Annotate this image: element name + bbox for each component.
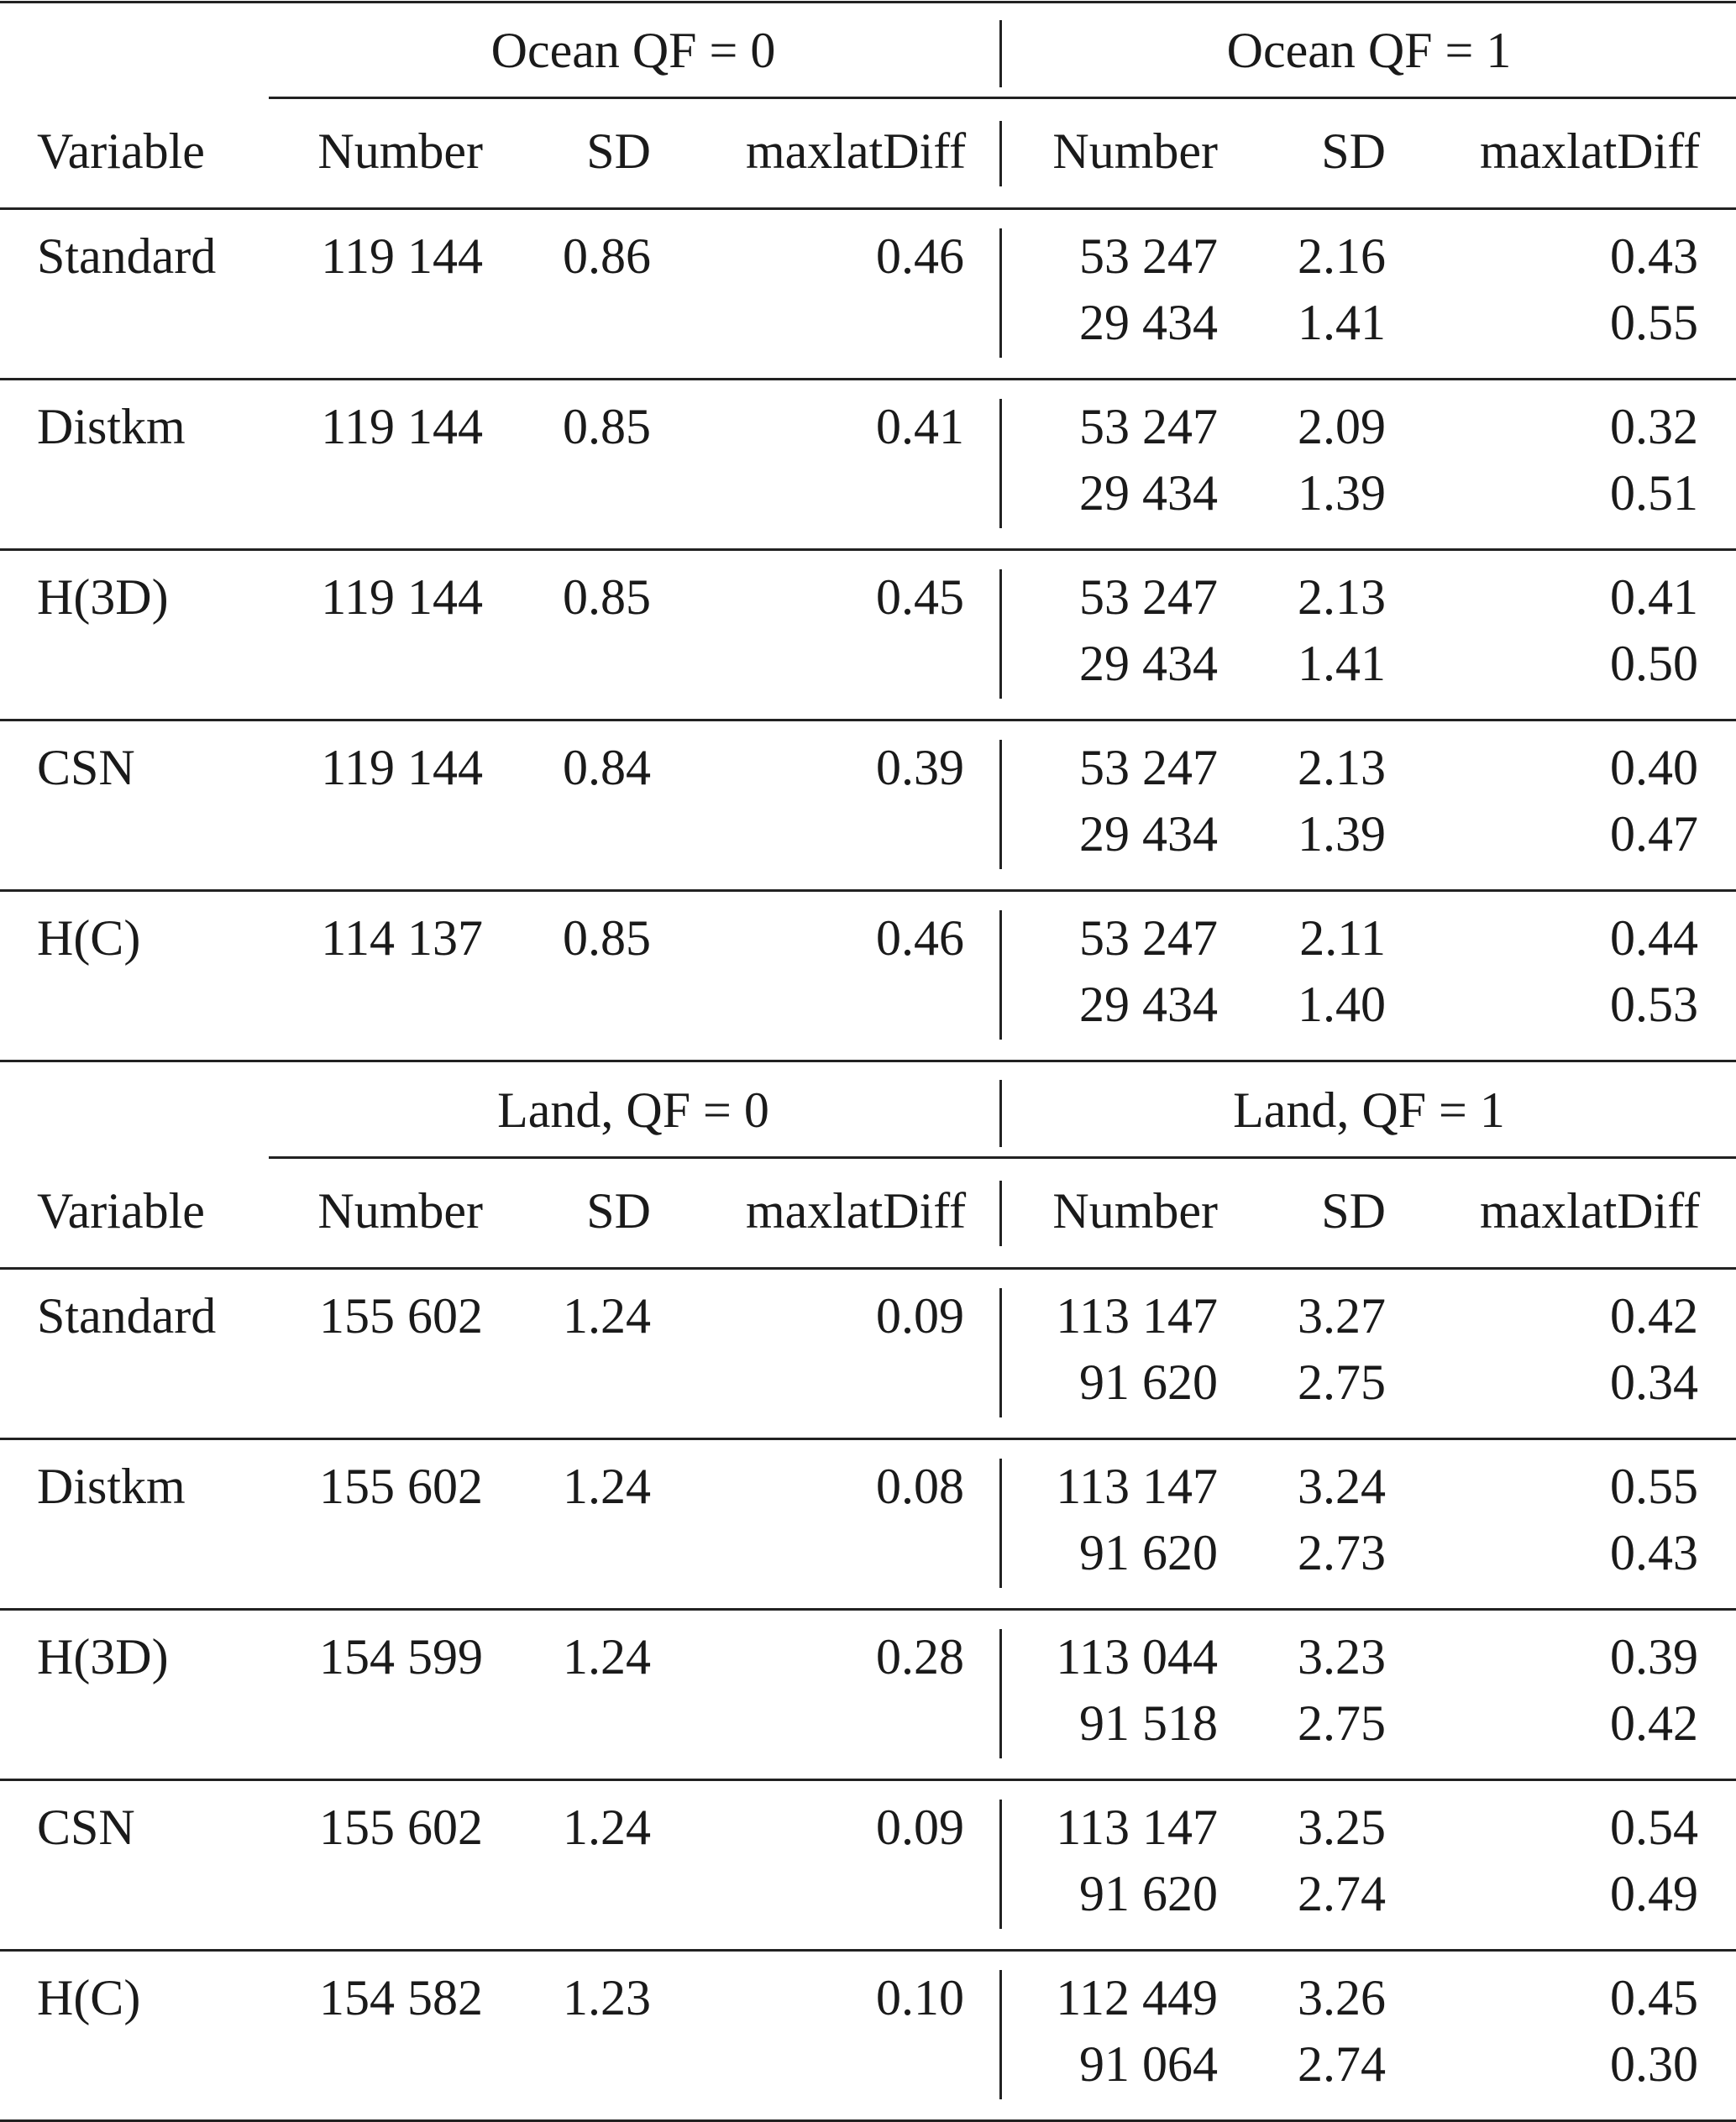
row-separator <box>999 1459 1002 1588</box>
column-header-sd: SD <box>1321 1183 1386 1239</box>
qf1-number-cell: 29 434 <box>1079 806 1218 862</box>
group-header-qf1: Land, QF = 1 <box>1233 1082 1505 1138</box>
qf1-number-cell: 53 247 <box>1079 228 1218 284</box>
qf0-number-cell: 155 602 <box>319 1459 483 1514</box>
group-header-separator <box>999 20 1002 87</box>
column-header-separator <box>999 121 1002 186</box>
qf1-sd-cell: 2.11 <box>1299 910 1386 966</box>
qf1-sd-cell: 2.13 <box>1298 569 1386 625</box>
qf0-number-cell: 155 602 <box>319 1288 483 1344</box>
qf1-sd-cell: 3.25 <box>1298 1800 1386 1855</box>
qf1-sd-cell: 2.16 <box>1298 228 1386 284</box>
qf1-sd-cell: 2.13 <box>1298 740 1386 795</box>
qf0-maxlatdiff-cell: 0.09 <box>876 1288 964 1344</box>
qf0-maxlatdiff-cell: 0.08 <box>876 1459 964 1514</box>
qf1-maxlatdiff-cell: 0.34 <box>1610 1354 1698 1410</box>
qf0-number-cell: 154 599 <box>319 1629 483 1685</box>
qf1-maxlatdiff-cell: 0.42 <box>1610 1695 1698 1751</box>
group-header-separator <box>999 1080 1002 1147</box>
row-bottom-rule <box>0 548 1736 551</box>
column-header-maxlatdiff: maxlatDiff <box>746 123 967 179</box>
qf1-maxlatdiff-cell: 0.43 <box>1610 1525 1698 1580</box>
qf0-number-cell: 119 144 <box>321 740 483 795</box>
qf0-sd-cell: 1.24 <box>563 1800 651 1855</box>
row-separator <box>999 910 1002 1040</box>
qf0-sd-cell: 0.84 <box>563 740 651 795</box>
qf1-maxlatdiff-cell: 0.45 <box>1610 1970 1698 2025</box>
qf0-sd-cell: 1.24 <box>563 1459 651 1514</box>
qf1-sd-cell: 2.09 <box>1298 399 1386 454</box>
qf0-maxlatdiff-cell: 0.39 <box>876 740 964 795</box>
column-header-number: Number <box>317 1183 483 1239</box>
column-header-number: Number <box>317 123 483 179</box>
qf1-sd-cell: 3.27 <box>1298 1288 1386 1344</box>
qf1-maxlatdiff-cell: 0.42 <box>1610 1288 1698 1344</box>
qf0-maxlatdiff-cell: 0.46 <box>876 910 964 966</box>
group-header-qf1: Ocean QF = 1 <box>1226 23 1512 78</box>
qf1-maxlatdiff-cell: 0.40 <box>1610 740 1698 795</box>
qf0-number-cell: 119 144 <box>321 399 483 454</box>
table-top-rule <box>0 1 1736 3</box>
qf1-sd-cell: 1.41 <box>1298 636 1386 691</box>
qf1-sd-cell: 1.39 <box>1298 465 1386 521</box>
qf1-number-cell: 53 247 <box>1079 399 1218 454</box>
qf1-maxlatdiff-cell: 0.49 <box>1610 1866 1698 1921</box>
qf1-sd-cell: 2.75 <box>1298 1695 1386 1751</box>
qf1-number-cell: 29 434 <box>1079 465 1218 521</box>
qf1-sd-cell: 1.40 <box>1298 977 1386 1032</box>
row-variable-label: H(C) <box>37 910 141 966</box>
qf0-maxlatdiff-cell: 0.41 <box>876 399 964 454</box>
qf1-number-cell: 91 620 <box>1079 1866 1218 1921</box>
qf1-maxlatdiff-cell: 0.39 <box>1610 1629 1698 1685</box>
qf1-maxlatdiff-cell: 0.51 <box>1610 465 1698 521</box>
qf0-number-cell: 119 144 <box>321 569 483 625</box>
qf1-maxlatdiff-cell: 0.44 <box>1610 910 1698 966</box>
qf0-sd-cell: 0.85 <box>563 569 651 625</box>
qf1-maxlatdiff-cell: 0.55 <box>1610 1459 1698 1514</box>
qf0-maxlatdiff-cell: 0.28 <box>876 1629 964 1685</box>
qf1-number-cell: 53 247 <box>1079 910 1218 966</box>
qf1-number-cell: 113 147 <box>1056 1800 1218 1855</box>
qf0-sd-cell: 1.24 <box>563 1629 651 1685</box>
qf1-maxlatdiff-cell: 0.43 <box>1610 228 1698 284</box>
column-header-variable: Variable <box>37 1183 205 1239</box>
qf1-sd-cell: 3.26 <box>1298 1970 1386 2025</box>
group-header-qf0: Land, QF = 0 <box>497 1082 769 1138</box>
row-separator <box>999 740 1002 869</box>
row-bottom-rule <box>0 1949 1736 1952</box>
qf1-number-cell: 91 620 <box>1079 1354 1218 1410</box>
qf0-maxlatdiff-cell: 0.46 <box>876 228 964 284</box>
row-separator <box>999 228 1002 358</box>
row-separator <box>999 1800 1002 1929</box>
row-bottom-rule <box>0 889 1736 892</box>
qf1-sd-cell: 3.24 <box>1298 1459 1386 1514</box>
qf1-maxlatdiff-cell: 0.54 <box>1610 1800 1698 1855</box>
qf1-number-cell: 53 247 <box>1079 740 1218 795</box>
column-header-sd: SD <box>586 123 651 179</box>
row-separator <box>999 1970 1002 2099</box>
column-header-maxlatdiff: maxlatDiff <box>746 1183 967 1239</box>
row-variable-label: Distkm <box>37 399 186 454</box>
qf0-maxlatdiff-cell: 0.10 <box>876 1970 964 2025</box>
qf0-number-cell: 154 582 <box>319 1970 483 2025</box>
row-variable-label: Standard <box>37 228 217 284</box>
group-header-qf0: Ocean QF = 0 <box>490 23 776 78</box>
column-header-number: Number <box>1052 123 1218 179</box>
row-separator <box>999 1288 1002 1417</box>
row-variable-label: CSN <box>37 1800 135 1855</box>
group-header-underline <box>269 1156 1736 1159</box>
qf0-number-cell: 119 144 <box>321 228 483 284</box>
qf1-sd-cell: 3.23 <box>1298 1629 1386 1685</box>
qf1-maxlatdiff-cell: 0.50 <box>1610 636 1698 691</box>
row-variable-label: H(C) <box>37 1970 141 2025</box>
header-bottom-rule <box>0 207 1736 210</box>
row-bottom-rule <box>0 1608 1736 1611</box>
qf1-sd-cell: 1.41 <box>1298 295 1386 350</box>
qf0-sd-cell: 0.86 <box>563 228 651 284</box>
qf0-sd-cell: 0.85 <box>563 910 651 966</box>
qf1-sd-cell: 1.39 <box>1298 806 1386 862</box>
qf1-maxlatdiff-cell: 0.47 <box>1610 806 1698 862</box>
group-header-underline <box>269 97 1736 99</box>
row-bottom-rule <box>0 378 1736 380</box>
qf0-number-cell: 155 602 <box>319 1800 483 1855</box>
qf1-number-cell: 29 434 <box>1079 977 1218 1032</box>
qf1-number-cell: 113 044 <box>1056 1629 1218 1685</box>
column-header-number: Number <box>1052 1183 1218 1239</box>
row-separator <box>999 399 1002 528</box>
column-header-maxlatdiff: maxlatDiff <box>1480 123 1701 179</box>
qf1-maxlatdiff-cell: 0.55 <box>1610 295 1698 350</box>
column-header-variable: Variable <box>37 123 205 179</box>
row-variable-label: H(3D) <box>37 1629 169 1685</box>
row-bottom-rule <box>0 719 1736 721</box>
qf1-maxlatdiff-cell: 0.53 <box>1610 977 1698 1032</box>
qf1-maxlatdiff-cell: 0.32 <box>1610 399 1698 454</box>
qf1-number-cell: 112 449 <box>1056 1970 1218 2025</box>
qf0-maxlatdiff-cell: 0.45 <box>876 569 964 625</box>
row-variable-label: Distkm <box>37 1459 186 1514</box>
qf1-number-cell: 91 064 <box>1079 2036 1218 2092</box>
column-header-sd: SD <box>1321 123 1386 179</box>
qf1-maxlatdiff-cell: 0.30 <box>1610 2036 1698 2092</box>
qf0-maxlatdiff-cell: 0.09 <box>876 1800 964 1855</box>
qf0-number-cell: 114 137 <box>321 910 483 966</box>
row-variable-label: CSN <box>37 740 135 795</box>
qf1-number-cell: 29 434 <box>1079 295 1218 350</box>
qf1-sd-cell: 2.74 <box>1298 1866 1386 1921</box>
qf0-sd-cell: 1.24 <box>563 1288 651 1344</box>
qf1-sd-cell: 2.74 <box>1298 2036 1386 2092</box>
column-header-maxlatdiff: maxlatDiff <box>1480 1183 1701 1239</box>
qf0-sd-cell: 0.85 <box>563 399 651 454</box>
row-variable-label: H(3D) <box>37 569 169 625</box>
qf1-sd-cell: 2.75 <box>1298 1354 1386 1410</box>
column-header-separator <box>999 1181 1002 1246</box>
qf1-number-cell: 53 247 <box>1079 569 1218 625</box>
row-bottom-rule <box>0 1779 1736 1781</box>
qf1-number-cell: 29 434 <box>1079 636 1218 691</box>
qf1-number-cell: 113 147 <box>1056 1459 1218 1514</box>
qf1-number-cell: 91 620 <box>1079 1525 1218 1580</box>
qf1-maxlatdiff-cell: 0.41 <box>1610 569 1698 625</box>
qf0-sd-cell: 1.23 <box>563 1970 651 2025</box>
row-bottom-rule <box>0 1438 1736 1440</box>
row-variable-label: Standard <box>37 1288 217 1344</box>
row-bottom-rule <box>0 1060 1736 1062</box>
qf1-number-cell: 91 518 <box>1079 1695 1218 1751</box>
column-header-sd: SD <box>586 1183 651 1239</box>
row-separator <box>999 569 1002 699</box>
qf1-number-cell: 113 147 <box>1056 1288 1218 1344</box>
row-separator <box>999 1629 1002 1758</box>
qf1-sd-cell: 2.73 <box>1298 1525 1386 1580</box>
header-bottom-rule <box>0 1267 1736 1270</box>
